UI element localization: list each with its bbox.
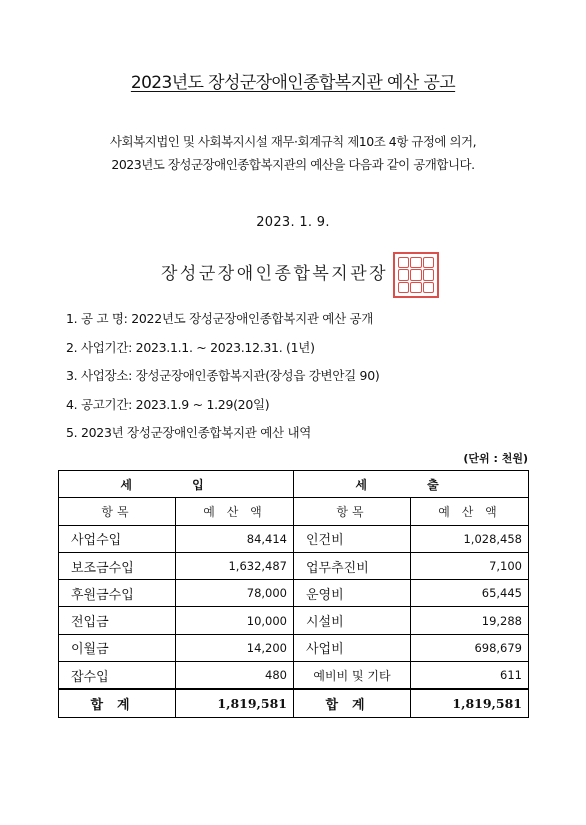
- info-item-location: 3. 사업장소: 장성군장애인종합복지관(장성읍 강변안길 90): [66, 368, 380, 383]
- expense-header: 세 출: [294, 471, 529, 498]
- expense-item-cell: 업무추진비: [294, 552, 411, 579]
- table-row: [59, 552, 529, 579]
- table-total-row: [59, 689, 529, 717]
- expense-item-cell: 운영비: [294, 580, 411, 607]
- expense-item-cell: 예비비 및 기타: [294, 662, 411, 690]
- expense-item-cell: 인건비: [294, 525, 411, 552]
- expense-amount-cell: 7,100: [411, 552, 529, 579]
- income-total-label: 합계: [59, 689, 176, 717]
- income-item-cell: 전입금: [59, 607, 176, 634]
- income-item-cell: 사업수입: [59, 525, 176, 552]
- table-column-header-row: [59, 498, 529, 525]
- info-item-budget-detail: 5. 2023년 장성군장애인종합복지관 예산 내역: [66, 425, 312, 440]
- income-item-cell: 후원금수입: [59, 580, 176, 607]
- expense-amount-cell: 698,679: [411, 634, 529, 661]
- table-group-header-row: [59, 471, 529, 498]
- income-item-column-header: 항목: [59, 498, 176, 525]
- expense-total-amount: 1,819,581: [411, 689, 529, 717]
- page-title: 2023년도 장성군장애인종합복지관 예산 공고: [130, 73, 456, 93]
- expense-amount-cell: 611: [411, 662, 529, 690]
- table-row: [59, 607, 529, 634]
- income-item-cell: 보조금수입: [59, 552, 176, 579]
- income-total-amount: 1,819,581: [176, 689, 294, 717]
- info-item-period: 2. 사업기간: 2023.1.1. ~ 2023.12.31. (1년): [66, 339, 315, 355]
- table-row: [59, 580, 529, 607]
- announcement-date: 2023. 1. 9.: [256, 215, 330, 230]
- income-amount-cell: 10,000: [176, 607, 294, 634]
- table-row: [59, 662, 529, 690]
- expense-total-label: 합계: [294, 689, 411, 717]
- expense-amount-cell: 19,288: [411, 607, 529, 634]
- expense-amount-cell: 65,445: [411, 580, 529, 607]
- income-header: 세 입: [59, 471, 294, 498]
- income-amount-cell: 480: [176, 662, 294, 690]
- info-list: [66, 309, 379, 452]
- unit-label: (단위 : 천원): [463, 452, 528, 465]
- budget-table: [58, 470, 529, 718]
- info-item-notice-period: 4. 공고기간: 2023.1.9 ~ 1.29(20일): [66, 396, 270, 412]
- income-amount-cell: 78,000: [176, 580, 294, 607]
- income-amount-column-header: 예 산 액: [176, 498, 294, 525]
- income-amount-cell: 14,200: [176, 634, 294, 661]
- expense-item-column-header: 항목: [294, 498, 411, 525]
- table-row: [59, 525, 529, 552]
- expense-item-cell: 사업비: [294, 634, 411, 661]
- income-item-cell: 이월금: [59, 634, 176, 661]
- organization-name: 장성군장애인종합복지관장: [161, 264, 389, 284]
- intro-paragraph: [0, 130, 586, 176]
- income-item-cell: 잡수입: [59, 662, 176, 690]
- income-amount-cell: 84,414: [176, 525, 294, 552]
- expense-amount-cell: 1,028,458: [411, 525, 529, 552]
- table-row: [59, 634, 529, 661]
- expense-amount-column-header: 예 산 액: [411, 498, 529, 525]
- official-seal-icon: [393, 252, 439, 298]
- intro-line-1: 사회복지법인 및 사회복지시설 재무·회계규칙 제10조 4항 규정에 의거,: [109, 134, 477, 149]
- expense-item-cell: 시설비: [294, 607, 411, 634]
- income-amount-cell: 1,632,487: [176, 552, 294, 579]
- intro-line-2: 2023년도 장성군장애인종합복지관의 예산을 다음과 같이 공개합니다.: [111, 157, 475, 172]
- info-item-title: 1. 공 고 명: 2022년도 장성군장애인종합복지관 예산 공개: [66, 311, 374, 326]
